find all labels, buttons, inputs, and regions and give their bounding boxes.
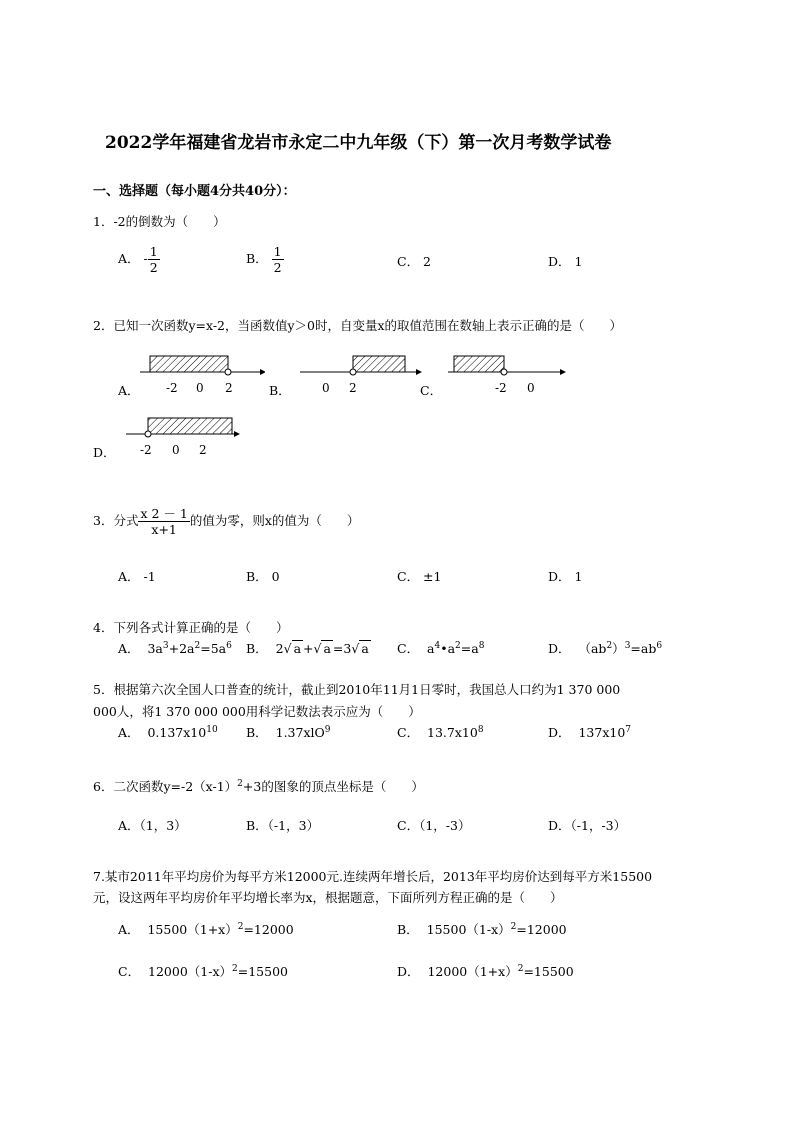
q2-stem: 2．已知一次函数y=x-2，当函数值y＞0时，自变量x的取值范围在数轴上表示正确的是（ ） (93, 318, 623, 333)
tick-label: 0 (172, 443, 180, 457)
q3-stem: 3．分式 $\frac{x 2 - 1}{x+1}$ 的值为零，则x的值为（ ） (93, 506, 360, 537)
tick-label: 2 (225, 381, 233, 395)
q7-line2: 元，设这两年平均房价年平均增长率为x，根据题意，下面所列方程正确的是（ ） (93, 890, 563, 905)
q3-option-d: D． 1 (548, 569, 583, 584)
q6-option-a: A．（1，3） (118, 818, 187, 833)
tick-label: 2 (199, 443, 207, 457)
q5-option-c: C． $13.7x10^8$ (397, 724, 484, 740)
q2-number-line-d (126, 414, 251, 462)
q1-option-d: D． 1 (548, 254, 583, 269)
tick-label: 0 (322, 381, 330, 395)
q5-option-a: A． $0.137x10^{10}$ (118, 724, 218, 740)
q7-option-b: B． $15500(1-x)^2=12000$ (397, 921, 567, 937)
q2-number-line-a (140, 352, 265, 400)
q6-stem: 6．二次函数$y=-2(x-1)^2+3$的图象的顶点坐标是（ ） (93, 778, 424, 794)
q6-option-b: B．（-1，3） (246, 818, 320, 833)
q3-option-b: B． 0 (246, 569, 280, 584)
q1-option-b: B． $\frac{1}{2}$ (246, 244, 282, 275)
q7-option-c: C． $12000(1-x)^2=15500$ (118, 963, 288, 979)
tick-label: 0 (527, 381, 535, 395)
q7-option-a: A． $15500(1+x)^2=12000$ (118, 921, 294, 937)
q2-option-c-label: C． (420, 383, 443, 398)
tick-label: 0 (196, 381, 204, 395)
tick-label: -2 (495, 381, 507, 395)
exam-title: 2022学年福建省龙岩市永定二中九年级（下）第一次月考数学试卷 (105, 133, 612, 153)
q4-stem: 4．下列各式计算正确的是（ ） (93, 620, 289, 635)
q1-option-a: A． - $\frac{1}{2}$ (118, 244, 158, 275)
q6-option-c: C．（1，-3） (397, 818, 471, 833)
q3-option-a: A． -1 (118, 569, 156, 584)
q4-option-d: D． $(ab^2)^3=ab^6$ (548, 640, 663, 656)
q2-option-d-label: D． (93, 445, 116, 460)
q1-option-c: C． 2 (397, 254, 431, 269)
section-heading: 一、选择题（每小题4分共40分）： (93, 184, 296, 199)
q5-option-d: D． $137x10^7$ (548, 724, 632, 740)
q2-option-b-label: B． (269, 383, 291, 398)
q1-stem: 1．-2的倒数为（ ） (93, 214, 226, 229)
q2-number-line-c (448, 352, 573, 400)
q5-line2: 000人，将1 370 000 000用科学记数法表示应为（ ） (93, 704, 421, 719)
q4-option-a: A． $3a^3+2a^2=5a^6$ (118, 640, 232, 656)
q3-option-c: C． ±1 (397, 569, 442, 584)
q7-option-d: D． $12000(1+x)^2=15500$ (397, 963, 574, 979)
q4-option-b: B． 2√ a +√ a =3√ a (246, 641, 369, 656)
tick-label: -2 (140, 443, 152, 457)
q2-option-a-label: A． (118, 383, 140, 398)
q5-line1: 5．根据第六次全国人口普查的统计，截止到2010年11月1日零时，我国总人口约为1 370 000 (93, 682, 621, 697)
q6-option-d: D．（-1，-3） (548, 818, 627, 833)
tick-label: -2 (166, 381, 178, 395)
q4-option-c: C． $a^4•a^2=a^8$ (397, 640, 485, 656)
q5-option-b: B． 1.37xlO$^9$ (246, 724, 331, 740)
q7-line1: 7.某市2011年平均房价为每平方米12000元.连续两年增长后，2013年平均房价达到每平方米15500 (93, 869, 653, 884)
tick-label: 2 (349, 381, 357, 395)
q2-number-line-b (298, 352, 423, 400)
